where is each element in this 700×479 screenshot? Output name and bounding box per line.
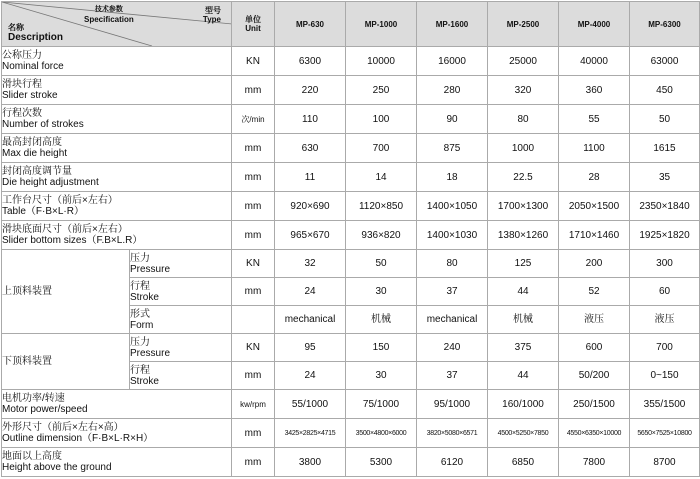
value-cell: 16000 bbox=[417, 47, 488, 76]
param-name-en: Height above the ground bbox=[2, 462, 112, 473]
table-row bbox=[2, 163, 700, 192]
param-name-en: Slider bottom sizes（F.B×L.R） bbox=[2, 235, 143, 246]
table-row bbox=[2, 47, 700, 76]
param-name bbox=[2, 76, 232, 105]
unit-cell: kw/rpm bbox=[232, 390, 275, 419]
value-cell: 320 bbox=[488, 76, 559, 105]
value-cell: 360 bbox=[559, 76, 630, 105]
value-cell: 95/1000 bbox=[417, 390, 488, 419]
value-cell: 6850 bbox=[488, 448, 559, 477]
unit-cell: 次/min bbox=[232, 105, 275, 134]
param-name-cn: 形式 bbox=[130, 308, 150, 320]
value-cell: 965×670 bbox=[275, 221, 346, 250]
value-cell: 2350×1840 bbox=[630, 192, 700, 221]
value-cell: 2050×1500 bbox=[559, 192, 630, 221]
value-cell: 160/1000 bbox=[488, 390, 559, 419]
value-cell: 150 bbox=[346, 334, 417, 362]
header-unit: 单位 Unit bbox=[232, 2, 275, 47]
value-cell: 1615 bbox=[630, 134, 700, 163]
value-cell: 110 bbox=[275, 105, 346, 134]
value-cell: 30 bbox=[346, 278, 417, 306]
value-cell: 22.5 bbox=[488, 163, 559, 192]
unit-cell bbox=[232, 306, 275, 334]
header-model: MP-1600 bbox=[417, 2, 488, 47]
table-row bbox=[2, 221, 700, 250]
unit-cell: mm bbox=[232, 362, 275, 390]
table-row bbox=[2, 134, 700, 163]
param-name-cn: 电机功率/转速 bbox=[2, 393, 65, 404]
value-cell: 50 bbox=[346, 250, 417, 278]
value-cell: 50/200 bbox=[559, 362, 630, 390]
value-cell: 95 bbox=[275, 334, 346, 362]
value-cell: 1100 bbox=[559, 134, 630, 163]
value-cell: 40000 bbox=[559, 47, 630, 76]
unit-cell: mm bbox=[232, 448, 275, 477]
value-cell: 24 bbox=[275, 362, 346, 390]
unit-cell: mm bbox=[232, 221, 275, 250]
value-cell: 875 bbox=[417, 134, 488, 163]
unit-cell: mm bbox=[232, 192, 275, 221]
sub-param-name bbox=[130, 306, 232, 334]
value-cell: 35 bbox=[630, 163, 700, 192]
value-cell: 600 bbox=[559, 334, 630, 362]
param-name-cn: 行程 bbox=[130, 280, 150, 292]
value-cell: 32 bbox=[275, 250, 346, 278]
param-name-cn: 行程 bbox=[130, 364, 150, 376]
value-cell: 5650×7525×10800 bbox=[630, 419, 700, 448]
value-cell: 6120 bbox=[417, 448, 488, 477]
value-cell: 700 bbox=[346, 134, 417, 163]
param-name-en: Form bbox=[130, 319, 154, 331]
value-cell: mechanical bbox=[275, 306, 346, 334]
param-name-en: Motor power/speed bbox=[2, 404, 88, 415]
param-name-cn: 封闭高度调节量 bbox=[2, 166, 72, 177]
unit-cell: mm bbox=[232, 76, 275, 105]
value-cell: 100 bbox=[346, 105, 417, 134]
value-cell: 1710×1460 bbox=[559, 221, 630, 250]
value-cell: 1400×1030 bbox=[417, 221, 488, 250]
table-row bbox=[2, 419, 700, 448]
value-cell: 28 bbox=[559, 163, 630, 192]
unit-cell: mm bbox=[232, 278, 275, 306]
value-cell: 1400×1050 bbox=[417, 192, 488, 221]
param-name-cn: 最高封闭高度 bbox=[2, 137, 62, 148]
header-model: MP-6300 bbox=[630, 2, 700, 47]
table-row bbox=[2, 334, 700, 362]
param-name-en: Pressure bbox=[130, 347, 171, 359]
value-cell: 14 bbox=[346, 163, 417, 192]
group-label: 下顶料装置 bbox=[2, 334, 130, 390]
header-model: MP-2500 bbox=[488, 2, 559, 47]
param-name-en: Pressure bbox=[130, 263, 171, 275]
table-row bbox=[2, 250, 700, 278]
param-name-cn: 地面以上高度 bbox=[2, 451, 62, 462]
value-cell: 55/1000 bbox=[275, 390, 346, 419]
value-cell: 24 bbox=[275, 278, 346, 306]
value-cell: 250/1500 bbox=[559, 390, 630, 419]
value-cell: 300 bbox=[630, 250, 700, 278]
value-cell: 0~150 bbox=[630, 362, 700, 390]
header-model: MP-630 bbox=[275, 2, 346, 47]
sub-param-name bbox=[130, 362, 232, 390]
value-cell: 5300 bbox=[346, 448, 417, 477]
value-cell: 630 bbox=[275, 134, 346, 163]
table-row bbox=[2, 76, 700, 105]
unit-cell: mm bbox=[232, 419, 275, 448]
param-name-en: Max die height bbox=[2, 148, 68, 159]
value-cell: 1700×1300 bbox=[488, 192, 559, 221]
unit-cell: mm bbox=[232, 134, 275, 163]
param-name bbox=[2, 192, 232, 221]
value-cell: 30 bbox=[346, 362, 417, 390]
value-cell: 8700 bbox=[630, 448, 700, 477]
header-model: MP-1000 bbox=[346, 2, 417, 47]
unit-cell: KN bbox=[232, 47, 275, 76]
value-cell: 75/1000 bbox=[346, 390, 417, 419]
header-model: MP-4000 bbox=[559, 2, 630, 47]
param-name-en: Stroke bbox=[130, 375, 159, 387]
value-cell: 450 bbox=[630, 76, 700, 105]
value-cell: 700 bbox=[630, 334, 700, 362]
value-cell: 4500×5250×7850 bbox=[488, 419, 559, 448]
param-name-en: Table（F·B×L·R） bbox=[2, 206, 84, 217]
header-diagonal-cell bbox=[2, 2, 232, 47]
value-cell: 3800 bbox=[275, 448, 346, 477]
param-name bbox=[2, 390, 232, 419]
value-cell: 3500×4800×6000 bbox=[346, 419, 417, 448]
value-cell: 80 bbox=[417, 250, 488, 278]
param-name bbox=[2, 163, 232, 192]
value-cell: 机械 bbox=[488, 306, 559, 334]
value-cell: 25000 bbox=[488, 47, 559, 76]
param-name-en: Stroke bbox=[130, 291, 159, 303]
header-type: 型号 Type bbox=[202, 6, 221, 24]
header-description: 名称 Description bbox=[8, 23, 64, 43]
sub-param-name bbox=[130, 278, 232, 306]
value-cell: 200 bbox=[559, 250, 630, 278]
value-cell: 11 bbox=[275, 163, 346, 192]
sub-param-name bbox=[130, 250, 232, 278]
param-name-cn: 工作台尺寸（前后×左右） bbox=[2, 195, 118, 206]
table-row bbox=[2, 390, 700, 419]
param-name-en: Outline dimension（F·B×L·R×H） bbox=[2, 433, 154, 444]
param-name bbox=[2, 448, 232, 477]
value-cell: 1380×1260 bbox=[488, 221, 559, 250]
value-cell: 机械 bbox=[346, 306, 417, 334]
value-cell: 7800 bbox=[559, 448, 630, 477]
param-name-cn: 行程次数 bbox=[2, 108, 42, 119]
unit-cell: mm bbox=[232, 163, 275, 192]
spec-table bbox=[1, 1, 700, 477]
table-row bbox=[2, 448, 700, 477]
group-label: 上顶料装置 bbox=[2, 250, 130, 334]
param-name-en: Die height adjustment bbox=[2, 177, 99, 188]
value-cell: 44 bbox=[488, 362, 559, 390]
param-name bbox=[2, 105, 232, 134]
sub-param-name bbox=[130, 334, 232, 362]
param-name-cn: 公称压力 bbox=[2, 50, 42, 61]
value-cell: 液压 bbox=[630, 306, 700, 334]
header-row bbox=[2, 2, 700, 47]
value-cell: 3820×5080×6571 bbox=[417, 419, 488, 448]
unit-cell: KN bbox=[232, 250, 275, 278]
value-cell: 936×820 bbox=[346, 221, 417, 250]
value-cell: 37 bbox=[417, 362, 488, 390]
value-cell: 3425×2825×4715 bbox=[275, 419, 346, 448]
value-cell: 44 bbox=[488, 278, 559, 306]
value-cell: 125 bbox=[488, 250, 559, 278]
table-row bbox=[2, 192, 700, 221]
value-cell: 55 bbox=[559, 105, 630, 134]
value-cell: 280 bbox=[417, 76, 488, 105]
param-name-cn: 滑块行程 bbox=[2, 79, 42, 90]
value-cell: 375 bbox=[488, 334, 559, 362]
value-cell: 80 bbox=[488, 105, 559, 134]
param-name bbox=[2, 134, 232, 163]
value-cell: 1925×1820 bbox=[630, 221, 700, 250]
param-name-cn: 滑块底面尺寸（前后×左右） bbox=[2, 224, 128, 235]
param-name-en: Slider stroke bbox=[2, 90, 58, 101]
value-cell: 18 bbox=[417, 163, 488, 192]
value-cell: 10000 bbox=[346, 47, 417, 76]
param-name bbox=[2, 419, 232, 448]
value-cell: 60 bbox=[630, 278, 700, 306]
value-cell: 1000 bbox=[488, 134, 559, 163]
value-cell: 920×690 bbox=[275, 192, 346, 221]
param-name bbox=[2, 221, 232, 250]
param-name-en: Nominal force bbox=[2, 61, 64, 72]
param-name-cn: 外形尺寸（前后×左右×高） bbox=[2, 422, 124, 433]
value-cell: mechanical bbox=[417, 306, 488, 334]
value-cell: 220 bbox=[275, 76, 346, 105]
header-specification: 技术参数 Specification bbox=[84, 6, 134, 24]
value-cell: 240 bbox=[417, 334, 488, 362]
value-cell: 63000 bbox=[630, 47, 700, 76]
value-cell: 355/1500 bbox=[630, 390, 700, 419]
value-cell: 4550×6350×10000 bbox=[559, 419, 630, 448]
value-cell: 90 bbox=[417, 105, 488, 134]
param-name-en: Number of strokes bbox=[2, 119, 84, 130]
value-cell: 250 bbox=[346, 76, 417, 105]
value-cell: 50 bbox=[630, 105, 700, 134]
value-cell: 52 bbox=[559, 278, 630, 306]
param-name bbox=[2, 47, 232, 76]
value-cell: 液压 bbox=[559, 306, 630, 334]
param-name-cn: 压力 bbox=[130, 336, 150, 348]
unit-cell: KN bbox=[232, 334, 275, 362]
value-cell: 37 bbox=[417, 278, 488, 306]
value-cell: 1120×850 bbox=[346, 192, 417, 221]
table-row bbox=[2, 105, 700, 134]
param-name-cn: 压力 bbox=[130, 252, 150, 264]
value-cell: 6300 bbox=[275, 47, 346, 76]
